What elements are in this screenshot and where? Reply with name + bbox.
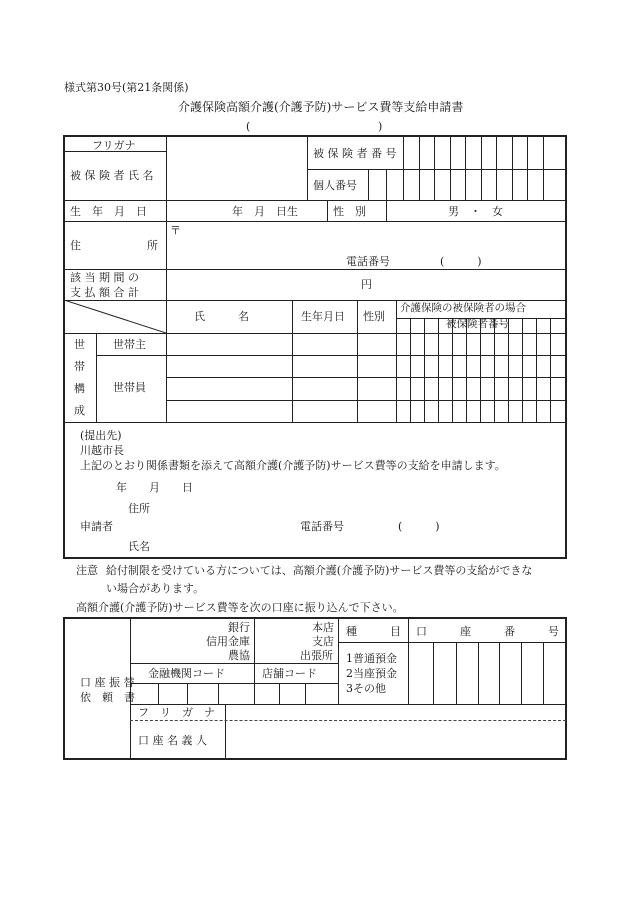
household-char-3: 構 [74, 382, 85, 395]
personal-number-label: 個人番号 [313, 179, 357, 192]
household-member-label: 世帯員 [113, 381, 146, 394]
sex-label: 性 別 [333, 205, 366, 218]
applicant-phone-label: 電話番号 [300, 520, 344, 533]
application-date: 年 月 日 [116, 481, 193, 494]
household-char-4: 成 [74, 404, 85, 417]
title-paren-close: ) [378, 120, 383, 133]
applicant-address-label: 住所 [128, 502, 150, 515]
application-statement: 上記のとおり関係書類を添えて高額介護(介護予防)サービス費等の支給を申請します。 [80, 459, 506, 472]
account-type-current: 2当座預金 [346, 667, 397, 680]
branch-type-branch: 支店 [312, 635, 334, 648]
yen-unit: 円 [361, 278, 372, 291]
insured-number-label: 被 保 険 者 番 号 [313, 147, 397, 160]
bank-type-agri-coop: 農協 [228, 649, 250, 662]
bank-type-credit-union: 信用金庫 [206, 635, 250, 648]
note-line1: 給付制限を受けている方については、高額介護(介護予防)サービス費等の支給ができな [106, 564, 533, 577]
account-type-other: 3その他 [346, 682, 386, 695]
col-header-insured-line1: 介護保険の被保険者の場合 [400, 302, 526, 314]
form-title: 介護保険高額介護(介護予防)サービス費等支給申請書 [178, 100, 464, 114]
branch-type-sub: 出張所 [300, 649, 333, 662]
birth-date-label: 生 年 月 日 [70, 205, 147, 218]
transfer-instruction: 高額介護(介護予防)サービス費等を次の口座に振り込んで下さい。 [76, 601, 404, 614]
title-paren-open: ( [246, 120, 251, 133]
account-type-label: 種 目 [346, 625, 401, 638]
account-holder-label: 口 座 名 義 人 [138, 734, 207, 747]
mayor-label: 川越市長 [80, 444, 124, 457]
submit-to-label: (提出先) [80, 429, 122, 442]
period-label-line1: 該 当 期 間 の [70, 271, 139, 284]
household-char-1: 世 [74, 338, 85, 351]
diagonal-header-cell [64, 300, 166, 333]
postal-mark: 〒 [170, 224, 181, 237]
note-label: 注意 [76, 564, 98, 577]
address-label: 住 所 [70, 239, 158, 252]
furigana-label: フリガナ [92, 139, 136, 152]
phone-label: 電話番号 [346, 255, 390, 268]
branch-type-head: 本店 [312, 621, 334, 634]
col-header-birth: 生年月日 [301, 310, 345, 323]
birth-date-value: 年 月 日生 [232, 205, 298, 218]
household-char-2: 帯 [74, 360, 85, 373]
bank-furigana-label: フ リ ガ ナ [138, 706, 215, 719]
applicant-label: 申請者 [80, 520, 113, 533]
col-header-insured-line2: 被保険者番号 [446, 318, 509, 330]
form-number: 様式第30号(第21条関係) [64, 81, 189, 94]
branch-code-label: 店舗コード [262, 667, 317, 680]
institution-code-label: 金融機関コード [148, 667, 225, 680]
applicant-name-label: 氏名 [128, 540, 150, 553]
account-number-label: 口 座 番 号 [416, 625, 559, 638]
bank-section-label-line1: 口 座 振 替 [80, 676, 135, 689]
sex-options: 男 ・ 女 [448, 205, 503, 218]
applicant-phone-paren: ( ) [398, 520, 440, 533]
col-header-name: 氏 名 [194, 310, 249, 323]
note-line2: い場合があります。 [106, 582, 205, 595]
period-label-line2: 支 払 額 合 計 [70, 286, 139, 299]
insured-name-label: 被 保 険 者 氏 名 [70, 169, 154, 182]
account-type-ordinary: 1普通預金 [346, 652, 397, 665]
col-header-sex: 性別 [363, 310, 385, 323]
phone-paren: ( ) [440, 255, 482, 268]
bank-type-bank: 銀行 [228, 621, 250, 634]
householder-label: 世帯主 [113, 338, 146, 351]
bank-section-label-line2: 依 頼 書 [80, 691, 135, 704]
